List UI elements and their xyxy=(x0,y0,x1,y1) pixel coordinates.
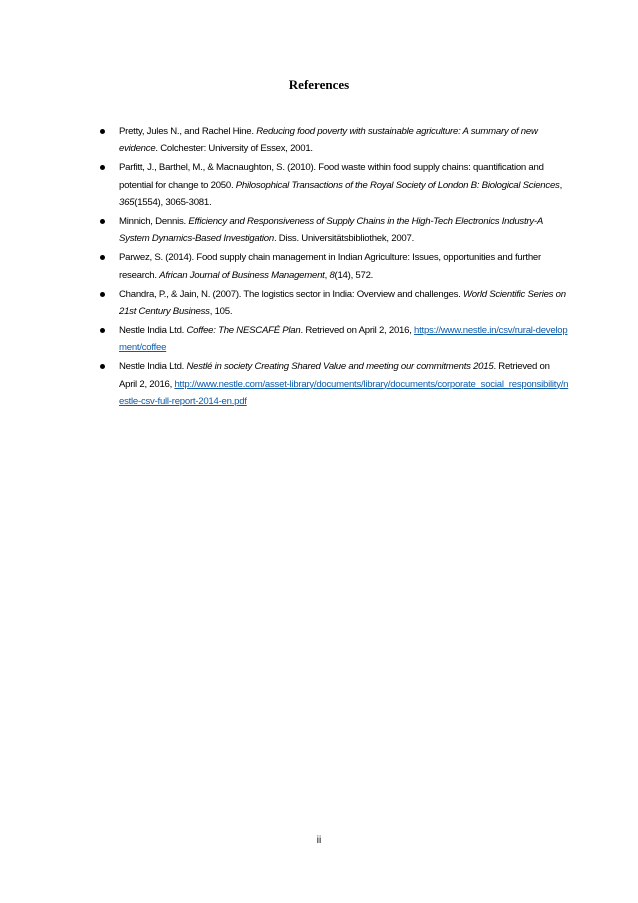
reference-item xyxy=(99,249,569,284)
bullet-icon xyxy=(100,129,105,134)
bullet-icon xyxy=(100,255,105,260)
reference-details: , 105. xyxy=(209,306,233,318)
reference-details: . Retrieved on April 2, 2016, xyxy=(119,361,550,390)
reference-volume: 365 xyxy=(119,197,135,209)
reference-separator: , xyxy=(559,179,562,191)
reference-separator: , xyxy=(324,269,330,281)
reference-item xyxy=(99,358,569,410)
reference-volume: 8 xyxy=(329,269,335,281)
bullet-icon xyxy=(100,219,105,224)
reference-link[interactable]: https://www.nestle.in/csv/rural-development/coffee xyxy=(119,324,568,354)
reference-details: . Diss. Universitätsbibliothek, 2007. xyxy=(273,233,415,245)
reference-journal: African Journal of Business Management xyxy=(159,269,325,281)
bullet-icon xyxy=(100,364,105,369)
reference-journal: Philosophical Transactions of the Royal Society of London B: Biological Sciences xyxy=(235,179,560,191)
reference-item xyxy=(99,123,569,158)
reference-list xyxy=(99,123,569,412)
bullet-icon xyxy=(100,292,105,297)
reference-title: Reducing food poverty with sustainable agriculture: A summary of new evidence xyxy=(119,126,538,155)
reference-title: Coffee: The NESCAFÉ Plan xyxy=(186,324,301,336)
reference-title: Nestlé in society Creating Shared Value and meeting our commitments 2015 xyxy=(186,361,494,373)
reference-authors: Minnich, Dennis. xyxy=(119,216,189,228)
reference-authors: Nestle India Ltd. xyxy=(119,361,187,373)
references-heading: References xyxy=(288,77,350,92)
reference-journal: World Scientific Series on 21st Century Business xyxy=(119,288,566,318)
reference-link[interactable]: http://www.nestle.com/asset-library/documents/library/documents/corporate_social_responsibility/nestle-csv-full-report-2014-en.pdf xyxy=(119,378,569,408)
reference-authors: Chandra, P., & Jain, N. (2007). The logistics sector in India: Overview and challenges. xyxy=(119,288,463,300)
reference-details: (14), 572. xyxy=(334,269,374,281)
reference-details: . Retrieved on April 2, 2016, xyxy=(300,324,415,336)
bullet-icon xyxy=(100,165,105,170)
reference-details: (1554), 3065-3081. xyxy=(134,197,212,209)
reference-details: . Colchester: University of Essex, 2001. xyxy=(155,143,313,155)
reference-title: Efficiency and Responsiveness of Supply Chains in the High-Tech Electronics Industry-A System Dynamics-Based Investigation xyxy=(119,216,543,245)
reference-item xyxy=(99,159,569,211)
page-number: ii xyxy=(316,835,322,846)
reference-authors: Parwez, S. (2014). Food supply chain management in Indian Agriculture: Issues, opportunities and further research. xyxy=(119,252,541,281)
reference-authors: Pretty, Jules N., and Rachel Hine. xyxy=(119,126,257,137)
reference-item xyxy=(99,213,569,248)
reference-authors: Nestle India Ltd. xyxy=(119,324,187,336)
reference-item xyxy=(99,286,569,321)
reference-authors: Parfitt, J., Barthel, M., & Macnaughton, S. (2010). Food waste within food supply chains: quantification and potential for change to 2050. xyxy=(119,162,544,191)
reference-item xyxy=(99,322,569,357)
bullet-icon xyxy=(100,328,105,333)
